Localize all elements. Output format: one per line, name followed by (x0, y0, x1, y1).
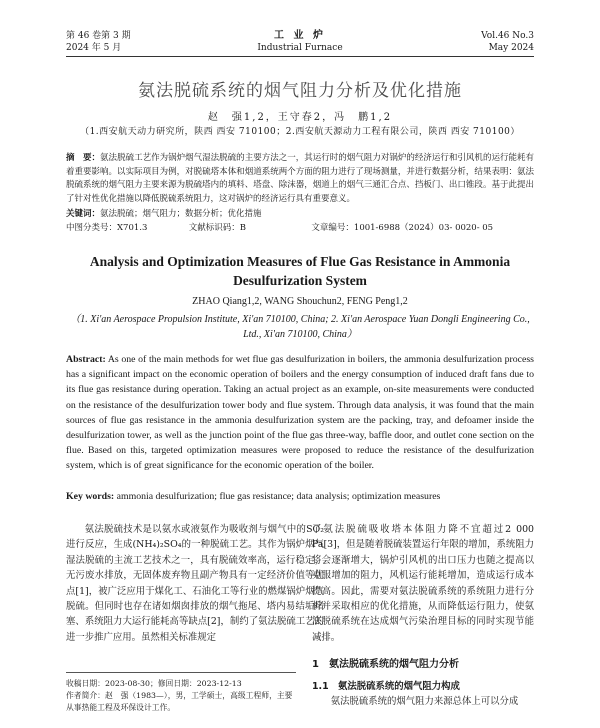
abstract-label-cn: 摘 要： (66, 153, 101, 163)
section-heading-1: 1 氨法脱硫系统的烟气阻力分析 (312, 659, 459, 671)
header-center (66, 30, 534, 54)
english-keywords (66, 490, 534, 504)
abstract-text-cn: 氨法脱硫工艺作为锅炉烟气湿法脱硫的主要方法之一，其运行时的烟气阻力对锅炉的经济运行和引风机的运行能耗有着重要影响。以实际项目为例，对脱硫塔本体和烟道系统两个方面的阻力进行了现场测量，并进行数据分析，结果表明：氨法脱硫系统的烟气阻力主要来源为脱硫塔内的填料、塔盘、除沫器，烟道上的烟气三通汇合点、挡板门、出口锥段。基于此提出了针对性优化措施以降低脱硫系统阻力，这对锅炉的经济运行具有重要意义。 (66, 153, 534, 204)
abstract-label-en: Abstract: (66, 354, 106, 365)
document-code: 文献标识码：B (188, 223, 246, 233)
intro-paragraph-continued: 了氨法脱硫吸收塔本体阻力降不宜超过2 000 Pa[3]，但是随着脱硫装置运行年限的增加，系统阻力将会逐渐增大，锅炉引风机的出口压力也随之提高以克服增加的阻力，风机运行能耗增加，造成运行成本提高。因此，需要对氨法脱硫系统的系统阻力进行分析并采取相应的优化措施，从而降低运行阻力，使氨法脱硫系统在达成烟气污染治理目标的同时实现节能减排。 (312, 524, 534, 643)
chinese-affiliation: （1.西安航天动力研究所，陕西 西安 710100；2.西安航天源动力工程有限公司，陕西 西安 710100） (80, 127, 520, 137)
english-affiliation: （1. Xi'an Aerospace Propulsion Institute, Xi'an 710100, China; 2. Xi'an Aerospace Yuan Dongli Engineering Co., Ltd., Xi'an 710100, China） (70, 314, 530, 340)
header-right (481, 30, 534, 54)
english-title: Analysis and Optimization Measures of Flue Gas Resistance in Ammonia Desulfurization System (89, 254, 511, 288)
footnote (66, 672, 296, 714)
date-en: May 2024 (488, 43, 534, 53)
volume-issue-cn: 第 46 卷第 3 期 (66, 31, 131, 41)
chinese-abstract (66, 152, 534, 206)
volume-issue-en: Vol.46 No.3 (481, 31, 534, 41)
keywords-text-cn: 氨法脱硫；烟气阻力；数据分析；优化措施 (100, 209, 262, 219)
subsection-heading-1-1: 1.1 氨法脱硫系统的烟气阻力构成 (312, 680, 460, 692)
intro-paragraph: 氨法脱硫技术是以氨水或液氨作为吸收剂与烟气中的SO₂进行反应，生成(NH₄)₂SO₄的一种脱硫工艺。其作为锅炉烟气湿法脱硫的主流工艺技术之一，具有脱硫效率高，运行稳定，无污废水排放，无固体废弃物且副产物具有一定经济价值等优点[1]，被广泛应用于煤化工、石油化工等行业的燃煤锅炉烟气脱硫。但同时也存在诸如烟囱排放的烟气拖尾、塔内易结垢堵塞、系统阻力大运行能耗高等缺点[2]，制约了氨法脱硫工艺的进一步推广应用。虽然相关标准规定 (66, 524, 324, 643)
chinese-title: 氨法脱硫系统的烟气阻力分析及优化措施 (138, 81, 462, 101)
abstract-text-en: As one of the main methods for wet flue gas desulfurization in boilers, the ammonia desulfurization process has a significant impact on the economic operation of boilers and the energy consumption of induced draft fans due to its flue gas resistance during operation. Taking an actual project as an example, on-site measurements were conducted on the resistance of the desulfurization tower body and flue system. Through data analysis, it was found that the main sources of flue gas resistance in the ammonia desulfurization system are the packing, tray, and defoamer inside the desulfurization tower, as well as the junction point of the flue gas three-way, baffle door, and outlet cone section on the flue. Based on this, targeted optimization measures were proposed to reduce the resistance of the desulfurization system, which is of great significance for the economic operation of the boiler. (66, 354, 534, 472)
journal-name-en: Industrial Furnace (257, 43, 343, 53)
journal-name-cn: 工 业 炉 (274, 30, 326, 41)
chinese-keywords (66, 208, 534, 220)
english-authors: ZHAO Qiang1,2, WANG Shouchun2, FENG Peng1,2 (192, 296, 408, 307)
section-1-1-paragraph: 氨法脱硫系统的烟气阻力来源总体上可以分成 (330, 696, 519, 708)
running-header (66, 30, 534, 57)
classification-line (66, 222, 534, 234)
chinese-authors: 赵 强1,2，王守春2，冯 鹏1,2 (207, 112, 393, 123)
keywords-text-en: ammonia desulfurization; flue gas resistance; data analysis; optimization measures (116, 491, 441, 502)
date-cn: 2024 年 5 月 (66, 43, 122, 53)
article-number: 文章编号：1001-6988（2024）03- 0020- 05 (311, 223, 494, 233)
body-right-column (312, 522, 534, 709)
english-abstract (66, 352, 534, 474)
author-bio: 作者简介：赵 强（1983—），男，工学硕士，高级工程师，主要从事热能工程及环保设计工作。 (66, 691, 293, 712)
keywords-label-en: Key words: (66, 491, 115, 502)
keywords-label-cn: 关键词： (66, 209, 101, 219)
clc-number: 中图分类号：X701.3 (66, 223, 148, 233)
received-date: 收稿日期：2023-08-30；修回日期：2023-12-13 (66, 679, 242, 688)
body-left-column (66, 522, 324, 645)
